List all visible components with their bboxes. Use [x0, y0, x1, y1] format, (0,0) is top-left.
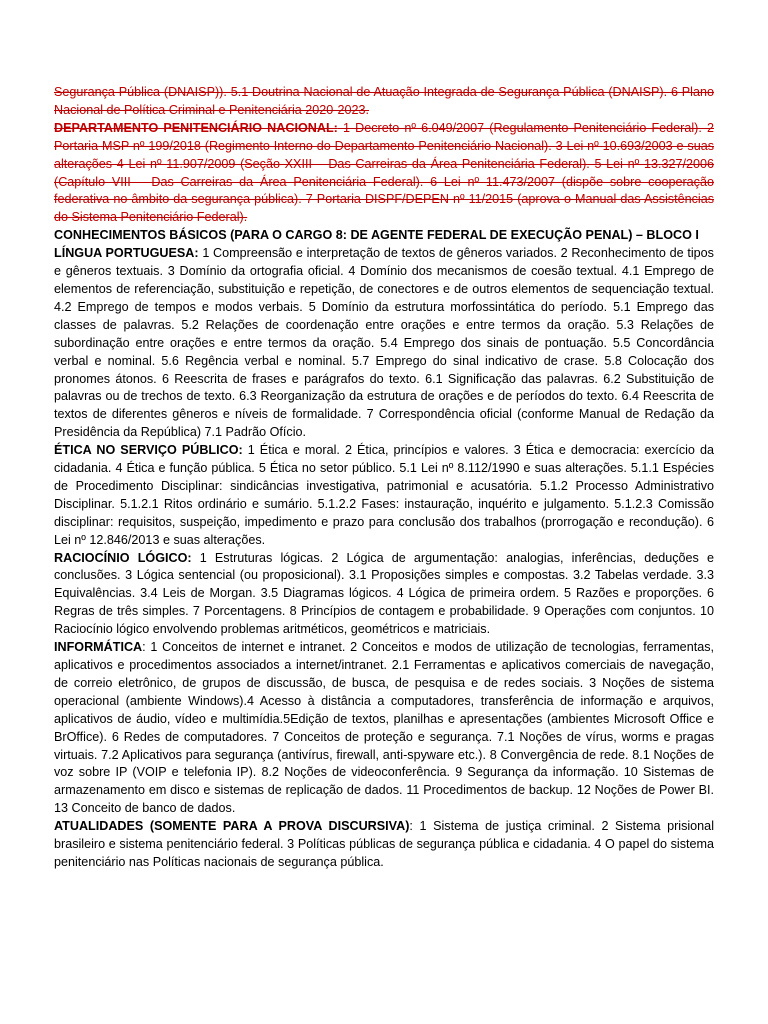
bloco-title: CONHECIMENTOS BÁSICOS (PARA O CARGO 8: DE AGENTE FEDERAL DE EXECUÇÃO PENAL) – BLOCO I — [54, 228, 699, 243]
document-page — [54, 84, 714, 872]
informatica-body: : 1 Conceitos de internet e intranet. 2 Conceitos e modos de utilização de tecnologias, ferramentas, aplicativos e procedimentos associados a internet/intranet. 2.1 Ferramentas e aplicativos comerciais de navegação, de correio eletrônico, de grupos de discussão, de busca, de pesquisa e de redes sociais. 3 Noções de sistema operacional (ambiente Windows).4 Acesso à distância a computadores, transferência de informação e arquivos, aplicativos de áudio, vídeo e multimídia.5Edição de textos, planilhas e apresentações (ambientes Microsoft Office e BrOffice). 6 Redes de computadores. 7 Conceitos de proteção e segurança. 7.1 Noções de vírus, worms e pragas virtuais. 7.2 Aplicativos para segurança (antivírus, firewall, anti-spyware etc.). 8 Convergência de rede. 8.1 Noções de voz sobre IP (VOIP e telefonia IP). 8.2 Noções de videoconferência. 9 Segurança da informação. 10 Sistemas de armazenamento em disco e sistemas de replicação de dados. 11 Procedimentos de backup. 12 Noções de Power BI. 13 Conceito de banco de dados. — [54, 640, 714, 816]
struck-paragraph-dnaisp — [54, 84, 714, 120]
depen-body: 1 Decreto nº 6.049/2007 (Regulamento Penitenciário Federal). 2 Portaria MSP nº 199/2018 (Regimento Interno do Departamento Penitenciário Nacional). 3 Lei nº 10.693/2003 e suas alterações 4 Lei nº 11.907/2009 (Seção XXIII – Das Carreiras da Área Penitenciária Federal). 5 Lei nº 13.327/2006 (Capítulo VIII – Das Carreiras da Área Penitenciária Federal). 6 Lei nº 11.473/2007 (dispõe sobre cooperação federativa no âmbito da segurança pública). 7 Portaria DISPF/DEPEN nº 11/2015 (aprova o Manual das Assistências do Sistema Penitenciário Federal). — [54, 120, 714, 225]
atualidades-heading: ATUALIDADES (SOMENTE PARA A PROVA DISCURSIVA) — [54, 819, 410, 834]
portugues-heading: LÍNGUA PORTUGUESA: — [54, 246, 199, 261]
struck-paragraph-depen — [54, 120, 714, 227]
section-portugues — [54, 245, 714, 442]
raciocinio-heading: RACIOCÍNIO LÓGICO: — [54, 550, 192, 565]
section-etica — [54, 442, 714, 549]
section-informatica — [54, 639, 714, 818]
section-raciocinio — [54, 550, 714, 640]
informatica-heading: INFORMÁTICA — [54, 640, 143, 655]
depen-heading: DEPARTAMENTO PENITENCIÁRIO NACIONAL: — [54, 120, 338, 135]
etica-body: 1 Ética e moral. 2 Ética, princípios e valores. 3 Ética e democracia: exercício da cidadania. 4 Ética e função pública. 5 Ética no setor público. 5.1 Lei nº 8.112/1990 e suas alterações. 5.1.1 Espécies de Procedimento Disciplinar: sindicâncias investigativa, patrimonial e acusatória. 5.1.2 Processo Administrativo Disciplinar. 5.1.2.1 Ritos ordinário e sumário. 5.1.2.2 Fases: instauração, inquérito e julgamento. 5.1.2.3 Comissão disciplinar: requisitos, suspeição, impedimento e prazo para conclusão dos trabalhos (prorrogação e recondução). 6 Lei nº 12.846/2013 e suas alterações. — [54, 443, 714, 547]
atualidades-body: : 1 Sistema de justiça criminal. 2 Sistema prisional brasileiro e sistema penitenciário federal. 3 Políticas públicas de segurança pública e cidadania. 4 O papel do sistema penitenciário nas Políticas nacionais de segurança pública. — [54, 819, 714, 869]
portugues-body: 1 Compreensão e interpretação de textos de gêneros variados. 2 Reconhecimento de tipos e gêneros textuais. 3 Domínio da ortografia oficial. 4 Domínio dos mecanismos de coesão textual. 4.1 Emprego de elementos de referenciação, substituição e repetição, de conectores e de outros elementos de sequenciação textual. 4.2 Emprego de tempos e modos verbais. 5 Domínio da estrutura morfossintática do período. 5.1 Emprego das classes de palavras. 5.2 Relações de coordenação entre orações e entre termos da oração. 5.3 Relações de subordinação entre orações e entre termos da oração. 5.4 Emprego dos sinais de pontuação. 5.5 Concordância verbal e nominal. 5.6 Regência verbal e nominal. 5.7 Emprego do sinal indicativo de crase. 5.8 Colocação dos pronomes átonos. 6 Reescrita de frases e parágrafos do texto. 6.1 Significação das palavras. 6.2 Substituição de palavras ou de trechos de texto. 6.3 Reorganização da estrutura de orações e de períodos do texto. 6.4 Reescrita de textos de diferentes gêneros e níveis de formalidade. 7 Correspondência oficial (conforme Manual de Redação da Presidência da República) 7.1 Padrão Ofício. — [54, 246, 714, 440]
struck-text-dnaisp: Segurança Pública (DNAISP)). 5.1 Doutrina Nacional de Atuação Integrada de Segurança Pública (DNAISP). 6 Plano Nacional de Política Criminal e Penitenciária 2020-2023. — [54, 85, 714, 117]
etica-heading: ÉTICA NO SERVIÇO PÚBLICO: — [54, 443, 243, 458]
section-atualidades — [54, 818, 714, 872]
raciocinio-body: 1 Estruturas lógicas. 2 Lógica de argumentação: analogias, inferências, deduções e conclusões. 3 Lógica sentencial (ou proposicional). 3.1 Proposições simples e compostas. 3.2 Tabelas verdade. 3.3 Equivalências. 3.4 Leis de Morgan. 3.5 Diagramas lógicos. 4 Lógica de primeira ordem. 5 Razões e proporções. 6 Regras de três simples. 7 Porcentagens. 8 Princípios de contagem e probabilidade. 9 Operações com conjuntos. 10 Raciocínio lógico envolvendo problemas aritméticos, geométricos e matriciais. — [54, 550, 714, 637]
